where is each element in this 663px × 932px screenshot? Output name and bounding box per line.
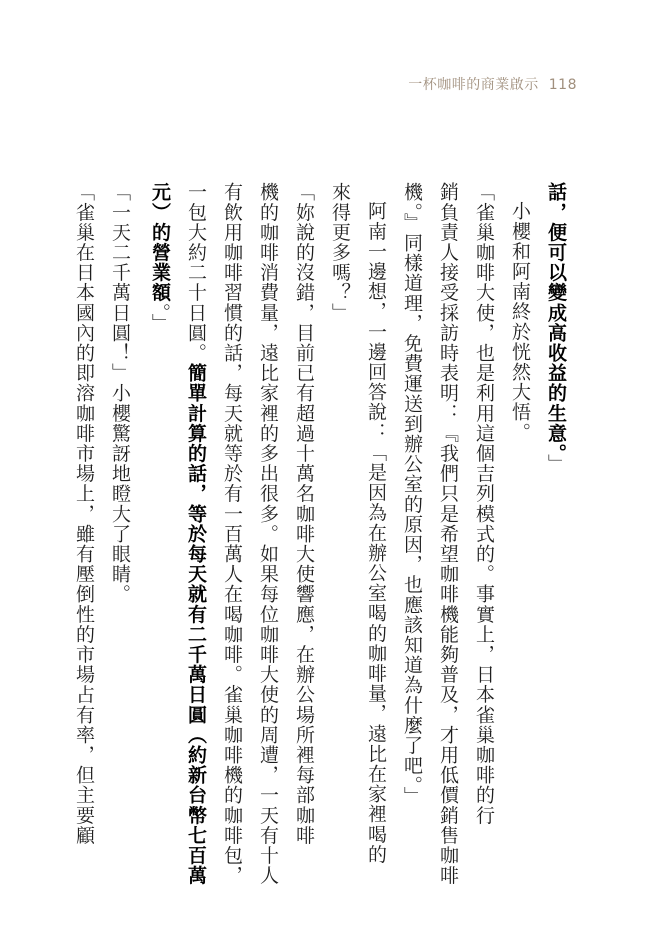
column-text: 機。』同樣道理，免費運送到辦公室的原因，也應該知道為什麼了吧。」 — [401, 182, 423, 807]
column-text: 。」 — [149, 302, 171, 334]
column-text: 阿南一邊想，一邊回答說：「是因為在辦公室喝的咖啡量，遠比在家裡喝的 — [365, 201, 387, 865]
text-column — [433, 182, 463, 886]
column-text: 「雀巢咖啡大使，也是利用這個吉列模式的。事實上，日本雀巢咖啡的行 — [473, 182, 495, 826]
text-column — [217, 182, 247, 886]
text-column — [469, 182, 499, 842]
text-column — [361, 182, 391, 865]
text-column — [253, 182, 283, 886]
bold-text: 簡單計算的話，等於每天就有二千萬日圓（約新台幣七百萬 — [185, 362, 207, 886]
text-column — [325, 182, 355, 842]
page-body — [149, 182, 571, 886]
column-text: 「雀巢在日本國內的即溶咖啡市場上，雖有壓倒性的市場占有率，但主要顧 — [73, 182, 95, 846]
text-column — [397, 182, 427, 842]
column-text: 小櫻和阿南終於恍然大悟。 — [509, 201, 531, 443]
text-column — [105, 182, 135, 842]
text-column — [69, 182, 99, 846]
text-column — [289, 182, 319, 846]
text-column — [505, 182, 535, 842]
column-text: 「一天二千萬日圓！」小櫻驚訝地瞪大了眼睛。 — [109, 182, 131, 605]
column-text: 有飲用咖啡習慣的話，每天就等於有一百萬人在喝咖啡。雀巢咖啡機的咖啡包， — [221, 182, 243, 886]
text-column — [181, 182, 211, 886]
text-column — [541, 182, 571, 842]
column-text: 銷負責人接受採訪時表明：『我們只是希望咖啡機能夠普及，才用低價銷售咖啡 — [437, 182, 459, 886]
column-text: 來得更多嗎？」 — [329, 182, 351, 323]
column-text: 一包大約二十日圓。 — [185, 182, 207, 363]
column-text: 機的咖啡消費量，遠比家裡的多出很多。如果每位咖啡大使的周遭，一天有十人 — [257, 182, 279, 886]
column-text: 「妳說的沒錯，目前已有超過十萬名咖啡大使響應，在辦公場所裡每部咖啡 — [293, 182, 315, 846]
page-number: 118 — [548, 77, 577, 93]
running-header — [408, 74, 577, 94]
book-title: 一杯咖啡的商業啟示 — [408, 77, 539, 93]
column-text: 」 — [545, 453, 567, 475]
text-column — [145, 182, 175, 842]
bold-text: 話，便可以變成高收益的生意。 — [545, 182, 567, 454]
bold-text: 元）的營業額 — [149, 182, 171, 303]
